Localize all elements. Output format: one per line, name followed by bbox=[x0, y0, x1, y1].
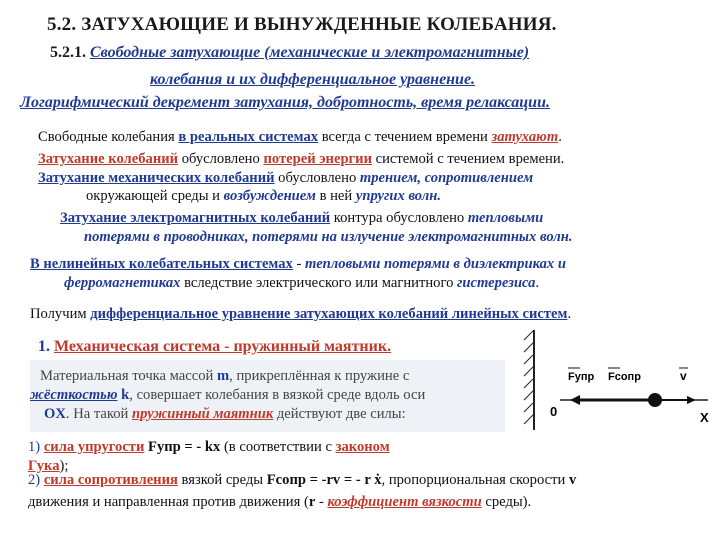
paragraph-em-damping bbox=[60, 209, 543, 227]
force-elastic bbox=[28, 438, 390, 456]
subsection-title-line3: Логарифмический декремент затухания, добротность, время релаксации. bbox=[20, 94, 550, 111]
symbol-ox: OX bbox=[44, 406, 66, 422]
velocity-arrowhead bbox=[687, 396, 696, 404]
section-title: Механическая система - пружинный маятник. bbox=[54, 338, 392, 355]
text: . bbox=[558, 129, 562, 145]
text: действуют две силы: bbox=[273, 406, 406, 422]
force-arrowhead bbox=[570, 395, 580, 405]
symbol-r: r bbox=[308, 494, 316, 510]
text: . bbox=[535, 275, 540, 291]
text: среды). bbox=[481, 494, 532, 510]
term-ferromagnetics: ферромагнетиках bbox=[64, 275, 181, 291]
subsection-title-line1: Свободные затухающие (механические и электромагнитные) bbox=[90, 44, 530, 61]
term-resistance-force: сила сопротивления bbox=[43, 472, 178, 488]
term-dielectric-losses: тепловыми потерями в диэлектриках и bbox=[305, 256, 566, 272]
text: вязкой среды bbox=[177, 472, 267, 488]
text: всегда с течением времени bbox=[318, 129, 492, 145]
spring-pendulum-diagram bbox=[520, 330, 720, 430]
term-elastic-force: сила упругости bbox=[43, 439, 145, 455]
label-f-sopr: Fсопр bbox=[608, 371, 641, 383]
symbol-v: v bbox=[568, 472, 577, 488]
term-stiffness: жёсткостью bbox=[30, 387, 118, 403]
text: - bbox=[292, 256, 306, 272]
section-heading bbox=[38, 338, 391, 356]
formula-resistance: Fсопр = -rv = - r ẋ bbox=[266, 472, 382, 488]
term-friction: трением, сопротивлением bbox=[359, 170, 534, 186]
paragraph-nonlinear bbox=[30, 255, 566, 273]
text: , совершает колебания в вязкой среде вдоль оси bbox=[129, 387, 426, 403]
term-spring-pendulum: пружинный маятник bbox=[132, 406, 274, 422]
subsection-heading bbox=[50, 44, 529, 62]
paragraph-material-point bbox=[40, 367, 409, 385]
text: Получим bbox=[30, 306, 91, 322]
text: Свободные колебания bbox=[38, 129, 179, 145]
term-law: законом bbox=[335, 439, 390, 455]
paragraph-nonlinear-line2 bbox=[64, 274, 539, 292]
list-number: 2) bbox=[28, 472, 44, 488]
text: . bbox=[567, 306, 572, 322]
text: . На такой bbox=[65, 406, 132, 422]
mass-point bbox=[648, 393, 662, 407]
text: в ней bbox=[315, 188, 356, 204]
diagram-svg bbox=[520, 330, 720, 430]
text: обусловлено bbox=[274, 170, 360, 186]
text: окружающей среды и bbox=[86, 188, 224, 204]
force-resistance-line2 bbox=[28, 493, 531, 511]
term-mechanical-damping: Затухание механических колебаний bbox=[38, 170, 275, 186]
section-number: 1. bbox=[38, 338, 54, 355]
term-diff-equation: дифференциальное уравнение затухающих колебаний линейных систем bbox=[90, 306, 568, 322]
term-nonlinear-systems: В нелинейных колебательных системах bbox=[30, 256, 293, 272]
paragraph-mechanical-damping bbox=[38, 169, 533, 187]
paragraph-derive bbox=[30, 305, 571, 323]
paragraph-free-oscillations bbox=[38, 128, 562, 146]
term-losses: потерями в проводниках, потерями на излучение электромагнитных волн. bbox=[84, 229, 573, 245]
x-axis-label: X bbox=[700, 410, 709, 425]
text: (в соответствии с bbox=[220, 439, 336, 455]
symbol-m: m bbox=[217, 368, 230, 384]
term-decay: затухают bbox=[491, 129, 559, 145]
term-em-damping: Затухание электромагнитных колебаний bbox=[60, 210, 331, 226]
force-resistance bbox=[28, 471, 576, 489]
text: обусловлено bbox=[178, 151, 264, 167]
term-thermal: тепловыми bbox=[467, 210, 544, 226]
text: - bbox=[315, 494, 328, 510]
term-hooke: Гука bbox=[28, 458, 60, 474]
paragraph-material-point-line3 bbox=[44, 405, 406, 423]
term-hysteresis: гистерезиса bbox=[457, 275, 536, 291]
text: ); bbox=[59, 458, 69, 474]
term-excitation: возбуждением bbox=[223, 188, 316, 204]
label-v: v bbox=[680, 369, 687, 383]
formula-elastic: Fупр = - kx bbox=[144, 439, 221, 455]
page-title: 5.2. ЗАТУХАЮЩИЕ И ВЫНУЖДЕННЫЕ КОЛЕБАНИЯ. bbox=[47, 14, 557, 35]
label-f-upr: Fупр bbox=[568, 371, 595, 383]
text: движения и направленная против движения ( bbox=[28, 494, 309, 510]
text: системой с течением времени. bbox=[372, 151, 565, 167]
term-energy-loss: потерей энергии bbox=[263, 151, 372, 167]
wall-hatching bbox=[524, 330, 534, 424]
paragraph-mechanical-damping-line2 bbox=[86, 187, 441, 205]
text: контура обусловлено bbox=[330, 210, 468, 226]
term-viscosity: коэффициент вязкости bbox=[327, 494, 482, 510]
term-damping: Затухание колебаний bbox=[38, 151, 179, 167]
paragraph-material-point-line2 bbox=[30, 386, 425, 404]
subsection-title-line2: колебания и их дифференциальное уравнение. bbox=[150, 71, 476, 88]
term-elastic-waves: упругих волн. bbox=[355, 188, 441, 204]
paragraph-damping bbox=[38, 150, 564, 168]
text: , прикреплённая к пружине с bbox=[229, 368, 410, 384]
paragraph-em-damping-line2 bbox=[84, 228, 573, 246]
origin-label: 0 bbox=[550, 404, 558, 419]
text: Материальная точка массой bbox=[40, 368, 217, 384]
symbol-k: k bbox=[117, 387, 130, 403]
term-real-systems: в реальных системах bbox=[178, 129, 319, 145]
text: , пропорциональная скорости bbox=[381, 472, 569, 488]
subsection-number: 5.2.1. bbox=[50, 44, 86, 61]
list-number: 1) bbox=[28, 439, 44, 455]
text: вследствие электрического или магнитного bbox=[180, 275, 458, 291]
